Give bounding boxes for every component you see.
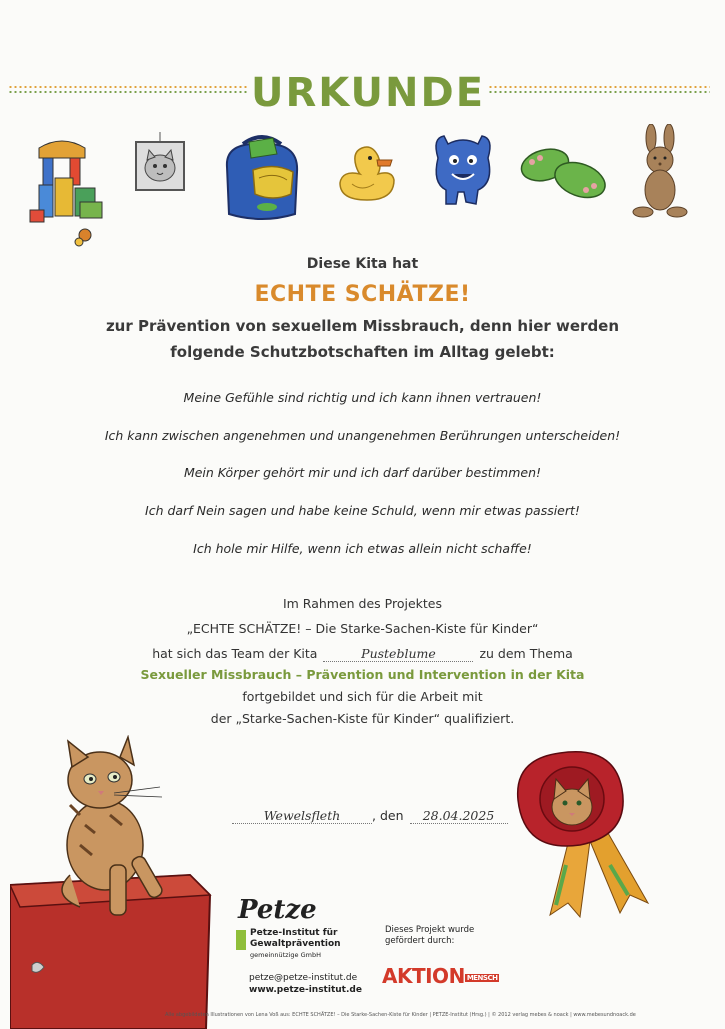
headline: ECHTE SCHÄTZE! [254, 282, 471, 307]
slippers-icon [520, 140, 610, 205]
backpack-icon [215, 132, 310, 227]
funding-line-2: gefördert durch: [385, 936, 455, 946]
green-square-logo [236, 930, 246, 950]
dotted-border-right [488, 86, 710, 94]
protection-message: Ich kann zwischen angenehmen und unangenehmen Berührungen unterscheiden! [104, 428, 621, 443]
institute-line-1: Petze-Institut für [250, 928, 338, 938]
kita-suffix: zu dem Thema [479, 646, 573, 661]
stuffed-bunny-icon [625, 124, 695, 224]
protection-message: Meine Gefühle sind richtig und ich kann ihnen vertrauen! [183, 390, 542, 405]
cat-on-box-illustration [10, 735, 225, 1029]
date-field: 28.04.2025 [410, 808, 508, 824]
project-line-2: „ECHTE SCHÄTZE! – Die Starke-Sachen-Kiste für Kinder“ [186, 621, 539, 636]
rubber-duck-icon [332, 138, 402, 208]
project-line-6: der „Starke-Sachen-Kiste für Kinder“ qualifiziert. [210, 711, 515, 726]
place-date-row [232, 808, 508, 824]
title-row [8, 70, 710, 116]
institute-line-2: Gewaltprävention [250, 939, 341, 949]
institute-block [250, 928, 380, 961]
project-line-5: fortgebildet und sich für die Arbeit mit [242, 689, 483, 704]
place-field: Wewelsfleth [232, 808, 372, 824]
institute-line-3: gemeinnützige GmbH [250, 951, 321, 959]
subtitle-line-1: zur Prävention von sexuellem Missbrauch, denn hier werden [105, 317, 620, 335]
kita-prefix: hat sich das Team der Kita [152, 646, 318, 661]
aktion-logo-sub: MENSCH [466, 973, 498, 982]
building-blocks-icon [25, 140, 105, 250]
dotted-border-left [8, 86, 248, 94]
email-text: petze@petze-institut.de [249, 973, 358, 983]
funding-line-1: Dieses Projekt wurde [385, 925, 475, 935]
page-title: URKUNDE [250, 70, 486, 116]
illustration-credits: Alle abgebildeten Illustrationen von Lena Voß aus: ECHTE SCHÄTZE! – Die Starke-Sachen-Kiste für Kinder | PETZE-Institut (Hrsg.) | © 2012 verlag mebes & noack | www.mebesundnoack.de [165, 1012, 636, 1018]
cat-picture-icon [132, 132, 188, 194]
topic-text: Sexueller Missbrauch – Prävention und Intervention in der Kita [140, 667, 585, 682]
protection-message: Ich hole mir Hilfe, wenn ich etwas allein nicht schaffe! [193, 541, 532, 556]
toys-illustration-row [20, 120, 710, 250]
blue-monster-icon [428, 128, 498, 208]
petze-logo: Petze [238, 895, 317, 925]
project-line-1: Im Rahmen des Projektes [282, 596, 443, 611]
project-line-3 [0, 646, 725, 662]
aktion-mensch-logo [382, 964, 499, 988]
date-prefix: , den [372, 808, 404, 823]
website-text: www.petze-institut.de [249, 985, 362, 995]
subtitle-line-2: folgende Schutzbotschaften im Alltag gelebt: [170, 343, 555, 361]
intro-text: Diese Kita hat [306, 256, 419, 272]
aktion-logo-text: AKTION [382, 964, 465, 988]
protection-message: Ich darf Nein sagen und habe keine Schuld, wenn mir etwas passiert! [145, 503, 580, 518]
funding-note [385, 925, 474, 947]
wax-seal-icon [510, 745, 660, 920]
contact-block [249, 972, 362, 996]
kita-name-field: Pusteblume [323, 646, 473, 662]
protection-message: Mein Körper gehört mir und ich darf darüber bestimmen! [183, 465, 542, 480]
